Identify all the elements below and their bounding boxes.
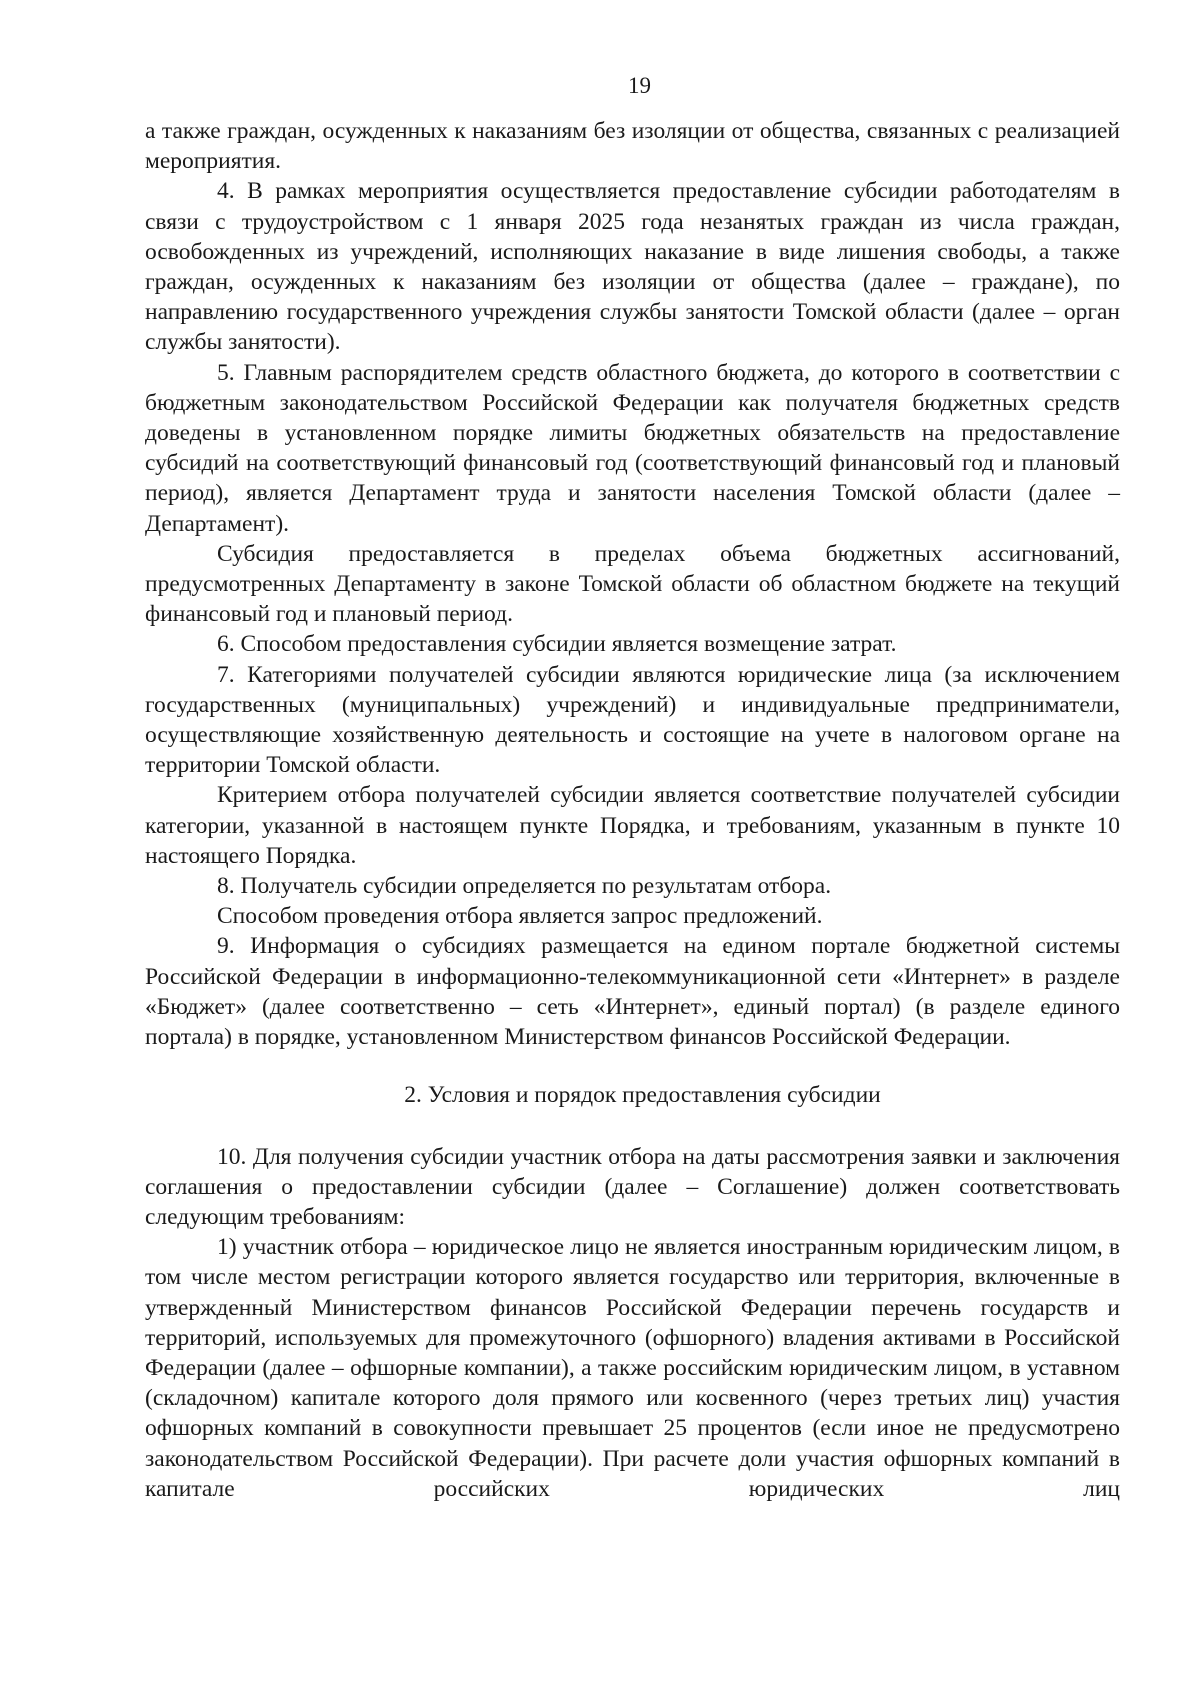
- paragraph-item-7: 7. Категориями получателей субсидии являются юридические лица (за исключением государственных (муниципальных) учреждений) и индивидуальные предприниматели, осуществляющие хозяйственную деятельность и состоящие на учете в налоговом органе на территории Томской области.: [145, 661, 1120, 779]
- document-page: [145, 70, 1120, 1504]
- paragraph-continuation: а также граждан, осужденных к наказаниям без изоляции от общества, связанных с реализацией мероприятия.: [145, 118, 1120, 175]
- paragraphs-after: [145, 1142, 1120, 1504]
- page-number: 19: [628, 73, 651, 98]
- section-heading: 2. Условия и порядок предоставления субсидии: [404, 1082, 881, 1109]
- paragraph-selection-criterion: Критерием отбора получателей субсидии является соответствие получателей субсидии категории, указанной в настоящем пункте Порядка, и требованиям, указанным в пункте 10 настоящего Порядка.: [145, 782, 1120, 869]
- paragraph-subsidy-limits: Субсидия предоставляется в пределах объема бюджетных ассигнований, предусмотренных Департаменту в законе Томской области об областном бюджете на текущий финансовый год и плановый период.: [145, 540, 1120, 628]
- paragraph-item-9: 9. Информация о субсидиях размещается на едином портале бюджетной системы Российской Федерации в информационно-телекоммуникационной сети «Интернет» в разделе «Бюджет» (далее соответственно – сеть «Интернет», единый портал) (в разделе единого портала) в порядке, установленном Министерством финансов Российской Федерации.: [145, 933, 1120, 1051]
- paragraph-selection-method: Способом проведения отбора является запрос предложений.: [217, 903, 823, 930]
- paragraph-item-6: 6. Способом предоставления субсидии является возмещение затрат.: [217, 631, 897, 658]
- paragraph-item-10: 10. Для получения субсидии участник отбора на даты рассмотрения заявки и заключения соглашения о предоставлении субсидии (далее – Соглашение) должен соответствовать следующим требованиям:: [145, 1143, 1120, 1230]
- paragraph-requirement-1: 1) участник отбора – юридическое лицо не является иностранным юридическим лицом, в том числе местом регистрации которого является государство или территория, включенные в утвержденный Министерством финансов Российской Федерации перечень государств и территорий, используемых для промежуточного (офшорного) владения активами в Российской Федерации (далее – офшорные компании), а также российским юридическим лицом, в уставном (складочном) капитале которого доля прямого или косвенного (через третьих лиц) участия офшорных компаний в совокупности превышает 25 процентов (если иное не предусмотрено законодательством Российской Федерации). При расчете доли участия офшорных компаний в капитале российских юридических лиц: [145, 1234, 1120, 1502]
- paragraphs-before: [145, 116, 1120, 1052]
- paragraph-item-5: 5. Главным распорядителем средств областного бюджета, до которого в соответствии с бюджетным законодательством Российской Федерации как получателя бюджетных средств доведены в установленном порядке лимиты бюджетных обязательств на предоставление субсидий на соответствующий финансовый год (соответствующий финансовый год и плановый период), является Департамент труда и занятости населения Томской области (далее – Департамент).: [145, 359, 1120, 537]
- paragraph-item-4: 4. В рамках мероприятия осуществляется предоставление субсидии работодателям в связи с трудоустройством с 1 января 2025 года незанятых граждан из числа граждан, освобожденных из учреждений, исполняющих наказание в виде лишения свободы, а также граждан, осужденных к наказаниям без изоляции от общества (далее – граждане), по направлению государственного учреждения службы занятости Томской области (далее – орган службы занятости).: [145, 178, 1120, 356]
- paragraph-item-8: 8. Получатель субсидии определяется по результатам отбора.: [217, 873, 832, 900]
